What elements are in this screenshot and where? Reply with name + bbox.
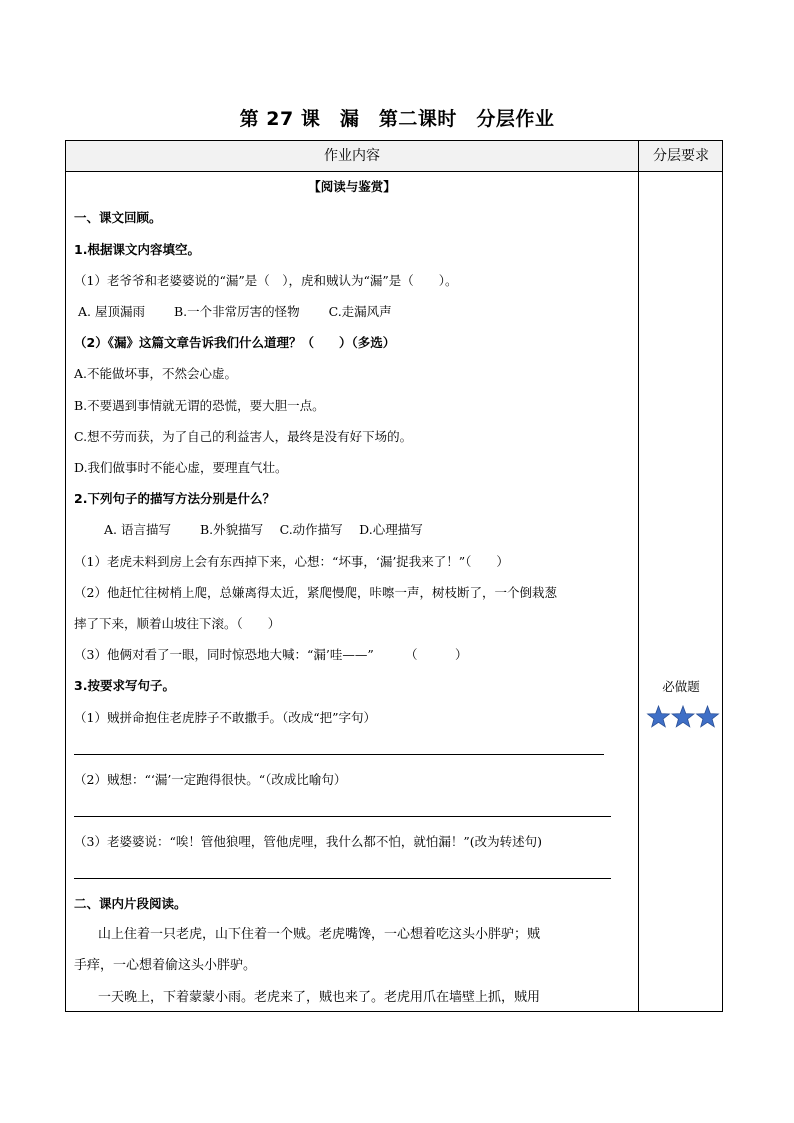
passage-line: 手痒，一心想着偷这头小胖驴。 (74, 958, 257, 973)
q3-heading: 3.按要求写句子。 (74, 678, 175, 693)
q3-sub2: （2）贼想：“‘漏’一定跑得很快。“（改成比喻句） (74, 772, 347, 787)
q1-option-a: A.不能做坏事，不然会心虚。 (74, 366, 238, 381)
q2-sub3: （3）他俩对看了一眼，同时惊恐地大喊：“漏’哇——” （ ） (74, 647, 468, 662)
star-icon (672, 706, 694, 727)
table-header (66, 141, 722, 172)
page-title: 第 27 课 漏 第二课时 分层作业 (239, 108, 555, 130)
part2-heading: 二、课内片段阅读。 (74, 896, 187, 911)
q2-heading: 2.下列句子的描写方法分别是什么？ (74, 491, 275, 506)
column-divider (638, 141, 639, 1011)
section-tag: 【阅读与鉴赏】 (308, 179, 396, 194)
q1-option-b: B.不要遇到事情就无谓的恐慌，要大胆一点。 (74, 398, 325, 413)
part1-heading: 一、课文回顾。 (74, 210, 162, 225)
passage-line: 山上住着一只老虎，山下住着一个贼。老虎嘴馋，一心想着吃这头小胖驴；贼 (98, 927, 541, 942)
header-level-label: 分层要求 (653, 148, 709, 164)
q1-option-d: D.我们做事时不能心虚，要理直气壮。 (74, 460, 288, 475)
answer-line[interactable] (74, 816, 611, 817)
q2-sub1: （1）老虎未料到房上会有东西掉下来，心想：“坏事，‘漏’捉我来了！”（ ） (74, 554, 509, 569)
q1-sub2: （2）《漏》这篇文章告诉我们什么道理？（ ）（多选） (74, 335, 396, 350)
star-icon (697, 706, 719, 727)
star-rating (646, 704, 720, 730)
q2-options: A. 语言描写 B.外貌描写 C.动作描写 D.心理描写 (104, 522, 423, 537)
q1-option-c: C.想不劳而获，为了自己的利益害人，最终是没有好下场的。 (74, 429, 413, 444)
homework-table (65, 140, 723, 1012)
answer-line[interactable] (74, 754, 604, 755)
q2-sub2-line2: 摔了下来，顺着山坡往下滚。（ ） (74, 616, 281, 631)
q1-sub1: （1）老爷爷和老婆婆说的“漏”是（ ），虎和贼认为“漏”是（ ）。 (74, 273, 458, 288)
answer-line[interactable] (74, 878, 611, 879)
star-icon (648, 706, 670, 727)
q1-heading: 1.根据课文内容填空。 (74, 242, 200, 257)
passage-line: 一天晚上，下着蒙蒙小雨。老虎来了，贼也来了。老虎用爪在墙壁上抓，贼用 (98, 990, 541, 1005)
q1-sub1-options: A. 屋顶漏雨 B.一个非常厉害的怪物 C.走漏风声 (78, 304, 392, 319)
level-label: 必做题 (662, 679, 700, 694)
q3-sub3: （3）老婆婆说：“唉！管他狼哩，管他虎哩，我什么都不怕，就怕漏！”(改为转述句) (74, 834, 542, 849)
q3-sub1: （1）贼拼命抱住老虎脖子不敢撒手。（改成“把”字句） (74, 710, 376, 725)
header-content-label: 作业内容 (324, 148, 380, 164)
q2-sub2-line1: （2）他赶忙往树梢上爬，总嫌离得太近，紧爬慢爬，咔嚓一声，树枝断了，一个倒栽葱 (74, 585, 557, 600)
